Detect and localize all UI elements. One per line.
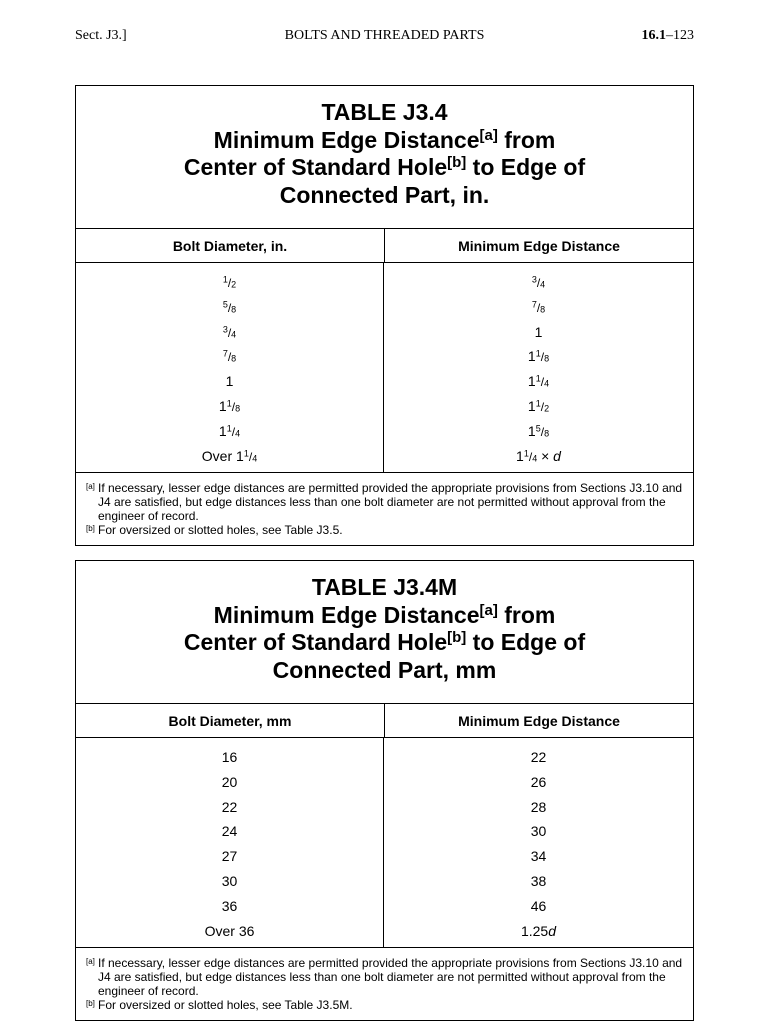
table-cell: 20 xyxy=(221,773,238,790)
title-text: Minimum Edge Distance xyxy=(213,126,480,153)
table-cell xyxy=(384,320,693,345)
numerator: 1 xyxy=(523,448,529,459)
title-line xyxy=(76,154,693,182)
table-cell xyxy=(76,320,383,345)
table-cell xyxy=(76,270,383,295)
variable: d xyxy=(553,447,561,464)
page-number-page: –123 xyxy=(666,28,694,43)
min-edge-distance-column xyxy=(384,263,693,472)
value-number: 1.25 xyxy=(520,922,549,939)
column-header-bolt-diameter: Bolt Diameter, mm xyxy=(76,704,385,737)
column-header-min-edge-distance: Minimum Edge Distance xyxy=(458,237,620,254)
table-cell: 26 xyxy=(530,773,547,790)
footnote-marker: [a] xyxy=(86,957,95,967)
footnote-a xyxy=(86,481,685,523)
table-cell xyxy=(76,344,383,369)
denominator: 8 xyxy=(544,353,550,364)
footnote-ref-b: [b] xyxy=(447,628,467,646)
numerator: 1 xyxy=(535,373,541,384)
table-cell xyxy=(384,344,693,369)
numerator: 1 xyxy=(226,423,232,434)
fraction-value xyxy=(219,398,240,414)
table-cell: 24 xyxy=(221,823,238,840)
fraction-slash: / xyxy=(227,276,232,290)
fraction-value xyxy=(219,423,240,439)
table-cell xyxy=(76,444,383,469)
numerator: 1 xyxy=(226,398,232,409)
table-cell: 34 xyxy=(530,848,547,865)
whole-number: 1 xyxy=(218,397,227,414)
denominator: 8 xyxy=(235,403,241,414)
fraction-value xyxy=(516,448,561,464)
denominator: 4 xyxy=(231,329,237,340)
fraction-slash: / xyxy=(540,424,545,439)
whole-number: 1 xyxy=(225,373,234,390)
table-notes xyxy=(76,948,693,1020)
table-cell: 30 xyxy=(530,823,547,840)
title-text: Center of Standard Hole xyxy=(183,154,448,180)
table-cell xyxy=(384,295,693,320)
fraction-slash: / xyxy=(231,424,236,439)
title-text: to Edge of xyxy=(466,154,586,180)
denominator: 4 xyxy=(252,453,258,464)
fraction-value xyxy=(528,398,549,414)
table-number: TABLE J3.4M xyxy=(311,574,458,600)
value-suffix: × xyxy=(537,447,554,464)
fraction-value xyxy=(532,299,545,315)
column-header-bolt-diameter: Bolt Diameter, in. xyxy=(76,229,385,262)
denominator: 8 xyxy=(231,304,237,315)
table-notes xyxy=(76,473,693,545)
table-title xyxy=(76,561,693,704)
fraction-value xyxy=(528,348,549,364)
section-label: Sect. J3.] xyxy=(75,28,127,43)
title-text: from xyxy=(497,126,556,153)
whole-number: 1 xyxy=(516,447,524,464)
value-prefix: Over xyxy=(201,447,237,464)
table-cell xyxy=(76,394,383,419)
table-body xyxy=(76,263,693,473)
denominator: 2 xyxy=(544,403,550,414)
table-cell: 16 xyxy=(221,749,238,765)
fraction-slash: / xyxy=(540,399,545,414)
footnote-b xyxy=(86,523,685,537)
fraction-value xyxy=(535,324,543,340)
title-text: Center of Standard Hole xyxy=(183,629,448,655)
fraction-value xyxy=(226,373,234,389)
fraction-slash: / xyxy=(227,300,232,315)
table-cell xyxy=(384,444,693,469)
denominator: 4 xyxy=(540,279,546,290)
table-cell: 36 xyxy=(221,897,238,914)
denominator: 4 xyxy=(532,453,538,464)
column-header-min-edge-distance: Minimum Edge Distance xyxy=(458,712,620,729)
title-line xyxy=(76,629,693,657)
table-cell: 46 xyxy=(530,897,547,914)
fraction-slash: / xyxy=(536,300,541,315)
denominator: 8 xyxy=(544,428,550,439)
footnote-text: For oversized or slotted holes, see Table J3.5M. xyxy=(98,998,353,1013)
table-cell xyxy=(384,270,693,295)
numerator: 7 xyxy=(531,299,537,310)
fraction-slash: / xyxy=(227,350,232,365)
fraction-slash: / xyxy=(536,276,541,290)
numerator: 1 xyxy=(535,398,541,409)
fraction-slash: / xyxy=(248,449,253,464)
footnote-a xyxy=(86,956,685,998)
fraction-slash: / xyxy=(540,350,545,365)
table-cell xyxy=(76,369,383,394)
fraction-value xyxy=(223,324,236,340)
page-number xyxy=(642,28,695,44)
page-header xyxy=(75,28,694,46)
denominator: 2 xyxy=(231,279,237,290)
variable: d xyxy=(548,922,557,939)
fraction-slash: / xyxy=(231,399,236,414)
min-edge-distance-column xyxy=(384,738,693,947)
whole-number: 1 xyxy=(527,422,536,439)
whole-number: 1 xyxy=(236,447,244,464)
whole-number: 1 xyxy=(218,422,227,439)
footnote-ref-a: [a] xyxy=(479,126,498,144)
footnote-text: For oversized or slotted holes, see Table J3.5. xyxy=(98,523,343,538)
table-cell: 30 xyxy=(221,872,238,889)
table-cell: 22 xyxy=(221,798,238,815)
fraction-value xyxy=(532,274,545,290)
table-cell: Over 36 xyxy=(204,922,255,939)
fraction-slash: / xyxy=(227,325,232,340)
table-cell xyxy=(384,369,693,394)
table-cell xyxy=(384,919,693,944)
footnote-b xyxy=(86,998,685,1012)
numerator: 1 xyxy=(243,448,249,459)
table-cell xyxy=(76,419,383,444)
footnote-ref-a: [a] xyxy=(479,601,498,619)
numerator: 1 xyxy=(222,274,228,285)
whole-number: 1 xyxy=(527,348,536,365)
table-cell xyxy=(384,419,693,444)
footnote-marker: [a] xyxy=(86,482,95,492)
whole-number: 1 xyxy=(527,373,536,390)
footnote-ref-b: [b] xyxy=(447,153,467,171)
title-line: Connected Part, in. xyxy=(279,181,490,208)
running-title: BOLTS AND THREADED PARTS xyxy=(284,28,485,43)
table-header-row xyxy=(76,704,693,738)
denominator: 4 xyxy=(544,378,550,389)
fraction-slash: / xyxy=(540,375,545,390)
footnote-text: If necessary, lesser edge distances are permitted provided the appropriate provisions from Sections J3.10 and J4 are satisfied, but edge distances less than one bolt diameter are not permitted without approval from the engineer of record. xyxy=(98,481,683,524)
table-cell: 27 xyxy=(221,848,238,865)
table-cell: 38 xyxy=(530,872,547,889)
table-header-row xyxy=(76,229,693,263)
fraction-value xyxy=(528,373,549,389)
fraction-value xyxy=(223,299,236,315)
page-number-section: 16.1 xyxy=(641,28,666,43)
title-text: Minimum Edge Distance xyxy=(213,601,480,628)
table-j3-4m xyxy=(75,560,694,1021)
table-j3-4 xyxy=(75,85,694,546)
numerator: 5 xyxy=(222,299,228,310)
title-text: to Edge of xyxy=(466,629,586,655)
numerator: 3 xyxy=(531,274,537,285)
fraction-slash: / xyxy=(528,449,533,464)
numerator: 3 xyxy=(222,324,228,335)
numerator: 5 xyxy=(535,423,541,434)
bolt-diameter-column xyxy=(76,263,384,472)
fraction-value xyxy=(202,448,257,464)
title-line xyxy=(76,127,693,155)
table-cell xyxy=(76,295,383,320)
footnote-marker: [b] xyxy=(86,524,95,534)
footnote-text: If necessary, lesser edge distances are permitted provided the appropriate provisions from Sections J3.10 and J4 are satisfied, but edge distances less than one bolt diameter are not permitted without approval from the engineer of record. xyxy=(98,956,683,999)
table-title xyxy=(76,86,693,229)
whole-number: 1 xyxy=(527,397,536,414)
denominator: 4 xyxy=(235,428,241,439)
bolt-diameter-column xyxy=(76,738,384,947)
title-line xyxy=(76,602,693,630)
table-body xyxy=(76,738,693,948)
numerator: 1 xyxy=(535,348,541,359)
denominator: 8 xyxy=(540,304,546,315)
table-number: TABLE J3.4 xyxy=(321,99,448,125)
fraction-value xyxy=(528,423,549,439)
numerator: 7 xyxy=(222,348,228,359)
title-line: Connected Part, mm xyxy=(272,656,497,683)
title-text: from xyxy=(497,601,556,628)
table-cell xyxy=(384,394,693,419)
table-cell: 28 xyxy=(530,798,547,815)
fraction-value xyxy=(223,348,236,364)
table-cell: 22 xyxy=(530,749,547,765)
denominator: 8 xyxy=(231,353,237,364)
fraction-value xyxy=(223,274,236,290)
whole-number: 1 xyxy=(534,323,543,340)
footnote-marker: [b] xyxy=(86,999,95,1009)
